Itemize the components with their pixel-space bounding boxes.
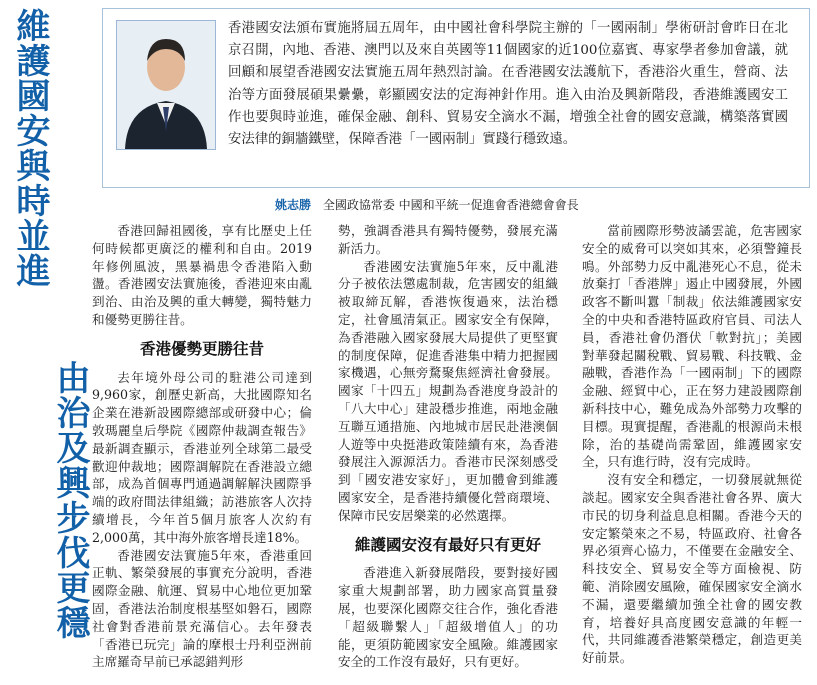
paragraph: 去年境外母公司的駐港公司達到9,960家，創歷史新高，大批國際知名企業在港新設國際總部或研發中心；倫敦瑪麗皇后學院《國際仲裁調查報告》最新調查顯示，香港並列全球第二最受歡迎仲裁地；國際調解院在香港設立總部，成為首個專門通過調解解決國際爭端的政府間法律組織；訪港旅客人次持續增長，今年首5個月旅客人次約有2,000萬，其中海外旅客增長達18%。 — [92, 369, 312, 545]
headline-line-1: 維護國安與時並進 — [10, 8, 50, 288]
author-title: 全國政協常委 中國和平統一促進會香港總會會長 — [322, 198, 579, 212]
paragraph: 當前國際形勢波譎雲詭，危害國家安全的威脅可以突如其來，必須警鐘長鳴。外部勢力反中亂港死心不息，從未放棄打「香港牌」遏止中國發展，外國政客不斷叫囂「制裁」依法維護國家安全的中央和香港特區政府官員、司法人員，香港社會仍潛伏「軟對抗」；美國對華發起關稅戰、貿易戰、科技戰、金融戰，香港作為「一國兩制」下的國際金融、經貿中心，正在努力建設國際創新科技中心，難免成為外部勢力攻擊的目標。現實提醒，香港亂的根源尚未根除，治的基礎尚需鞏固，維護國家安全，只有進行時，沒有完成時。 — [582, 223, 802, 470]
intro-paragraph: 香港國安法頒布實施將屆五周年，由中國社會科學院主辦的「一國兩制」學術研討會昨日在北京召開，內地、香港、澳門以及來自英國等11個國家的近100位嘉賓、專家學者參加會議，就回顧和展望香港國安法實施五周年熱烈討論。在香港國安法護航下，香港浴火重生，營商、法治等方面發展碩果纍纍，彰顯國安法的定海神針作用。進入由治及興新階段，香港維護國安工作也要與時並進，確保金融、創科、貿易安全滴水不漏，增強全社會的國安意識，構築落實國安法律的銅牆鐵壁，保障香港「一國兩制」實踐行穩致遠。 — [228, 21, 788, 148]
headline-line-2: 由治及興步伐更穩 — [50, 360, 90, 640]
article-column-1 — [92, 222, 312, 671]
author-photo — [116, 20, 216, 150]
subheading: 維護國安沒有最好只有更好 — [354, 535, 541, 554]
paragraph: 香港國安法實施5年來，香港重回正軌、繁榮發展的事實充分說明，香港國際金融、航運、貿易中心地位更加鞏固，香港法治制度根基堅如磐石，國際社會對香港前景充滿信心。去年發表「香港已玩完」論的摩根士丹利亞洲前主席羅奇早前已承認錯判形 — [92, 547, 312, 670]
paragraph: 香港回歸祖國後，享有比歷史上任何時候都更廣泛的權利和自由。2019年修例風波，黑暴禍患令香港陷入動盪。香港國安法實施後，香港迎來由亂到治、由治及興的重大轉變，獨特魅力和優勢更勝往昔。 — [92, 223, 312, 327]
byline — [275, 196, 579, 213]
paragraph: 香港進入新發展階段，要對接好國家重大規劃部署，助力國家高質量發展，也要深化國際交往合作，強化香港「超級聯繫人」「超級增值人」的功能，更須防範國家安全風險。維護國家安全的工作沒有最好，只有更好。 — [338, 565, 558, 670]
subheading: 香港優勢更勝往昔 — [139, 339, 264, 358]
paragraph: 香港國安法實施5年來，反中亂港分子被依法懲處制裁，危害國安的組織被取締瓦解，香港恢復過來，法治穩定，社會風清氣正。國家安全有保障，為香港融入國家發展大局提供了更堅實的制度保障，促進香港集中精力把握國家機遇，心無旁騖聚焦經濟社會發展。國家「十四五」規劃為香港度身設計的「八大中心」建設穩步推進，兩地金融互聯互通措施、內地城市居民赴港澳個人遊等中央挺港政策陸續有來，為香港發展注入源源活力。香港市民深刻感受到「國安港安家好」，更加體會到維護國家安全，是香港持續優化營商環境、保障市民安居樂業的必然選擇。 — [338, 258, 558, 523]
paragraph: 勢，強調香港具有獨特優勢，發展充滿新活力。 — [338, 223, 558, 256]
article-column-3 — [582, 222, 802, 667]
portrait-image — [117, 21, 215, 149]
author-name: 姚志勝 — [275, 198, 312, 212]
paragraph: 沒有安全和穩定，一切發展就無從談起。國家安全與香港社會各界、廣大市民的切身利益息息相關。香港今天的安定繁榮來之不易，特區政府、社會各界必須齊心協力，不僅要在金融安全、科技安全、貿易安全等方面檢視、防範、消除國安風險，確保國家安全滴水不漏，還要繼續加強全社會的國安教育，培養好具高度國安意識的年輕一代，共同維護香港繁榮穩定，創造更美好前景。 — [582, 472, 802, 666]
headline — [10, 8, 90, 680]
article-column-2 — [338, 222, 558, 671]
